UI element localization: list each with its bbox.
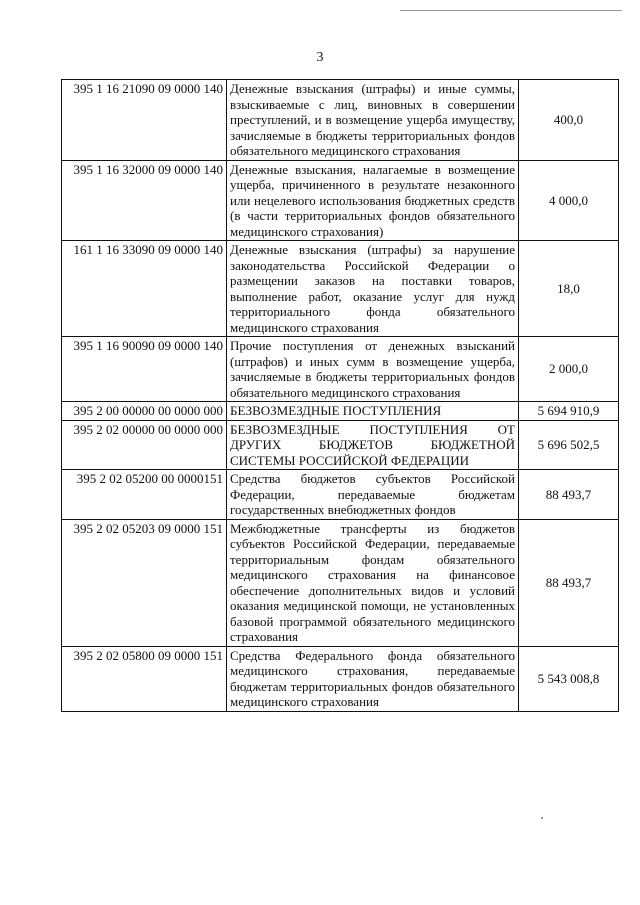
description-cell: Денежные взыскания (штрафы) за нарушение законодательства Российской Федерации о размещении заказов на поставки товаров, выполнение работ, оказание услуг для нужд территориального фонда обязательного медицинского страхования [227,241,519,337]
description-cell: БЕЗВОЗМЕЗДНЫЕ ПОСТУПЛЕНИЯ [227,402,519,421]
description-cell: Средства бюджетов субъектов Российской Федерации, передаваемые бюджетам государственных внебюджетных фондов [227,470,519,520]
table-row [62,80,619,161]
table-row [62,337,619,402]
amount-cell: 400,0 [519,80,619,161]
budget-code-cell: 395 2 02 05203 09 0000 151 [62,519,227,646]
description-cell: Денежные взыскания (штрафы) и иные суммы, взыскиваемые с лиц, виновных в совершении преступлений, и в возмещение ущерба имуществу, зачисляемые в бюджеты территориальных фондов обязательного медицинского страхования [227,80,519,161]
amount-cell: 5 543 008,8 [519,646,619,711]
description-cell: Денежные взыскания, налагаемые в возмещение ущерба, причиненного в результате незаконного или нецелевого использования бюджетных средств (в части территориальных фондов обязательного медицинского страхования) [227,160,519,241]
budget-code-cell: 161 1 16 33090 09 0000 140 [62,241,227,337]
table-row [62,160,619,241]
page-number: 3 [316,50,324,65]
amount-cell: 18,0 [519,241,619,337]
budget-code-cell: 395 1 16 32000 09 0000 140 [62,160,227,241]
table-row [62,402,619,421]
amount-cell: 2 000,0 [519,337,619,402]
budget-code-cell: 395 1 16 90090 09 0000 140 [62,337,227,402]
table-row [62,420,619,470]
description-cell: Межбюджетные трансферты из бюджетов субъектов Российской Федерации, передаваемые территориальным фондам обязательного медицинского страхования на финансовое обеспечение дополнительных видов и условий оказания медицинской помощи, не установленных базовой программой обязательного медицинского страхования [227,519,519,646]
description-cell: Средства Федерального фонда обязательного медицинского страхования, передаваемые бюджетам территориальных фондов обязательного медицинского страхования [227,646,519,711]
description-cell: БЕЗВОЗМЕЗДНЫЕ ПОСТУПЛЕНИЯ ОТ ДРУГИХ БЮДЖЕТОВ БЮДЖЕТНОЙ СИСТЕМЫ РОССИЙСКОЙ ФЕДЕРАЦИИ [227,420,519,470]
budget-code-cell: 395 2 00 00000 00 0000 000 [62,402,227,421]
amount-cell: 5 696 502,5 [519,420,619,470]
scan-artifact-line [400,10,622,11]
scan-speck [541,817,543,819]
budget-code-cell: 395 1 16 21090 09 0000 140 [62,80,227,161]
budget-code-cell: 395 2 02 05800 09 0000 151 [62,646,227,711]
budget-revenue-table [61,79,619,712]
table-row [62,470,619,520]
amount-cell: 4 000,0 [519,160,619,241]
table-row [62,519,619,646]
table-row [62,241,619,337]
amount-cell: 88 493,7 [519,470,619,520]
amount-cell: 88 493,7 [519,519,619,646]
budget-code-cell: 395 2 02 05200 00 0000151 [62,470,227,520]
budget-code-cell: 395 2 02 00000 00 0000 000 [62,420,227,470]
amount-cell: 5 694 910,9 [519,402,619,421]
table-row [62,646,619,711]
description-cell: Прочие поступления от денежных взысканий (штрафов) и иных сумм в возмещение ущерба, зачисляемые в бюджеты территориальных фондов обязательного медицинского страхования [227,337,519,402]
